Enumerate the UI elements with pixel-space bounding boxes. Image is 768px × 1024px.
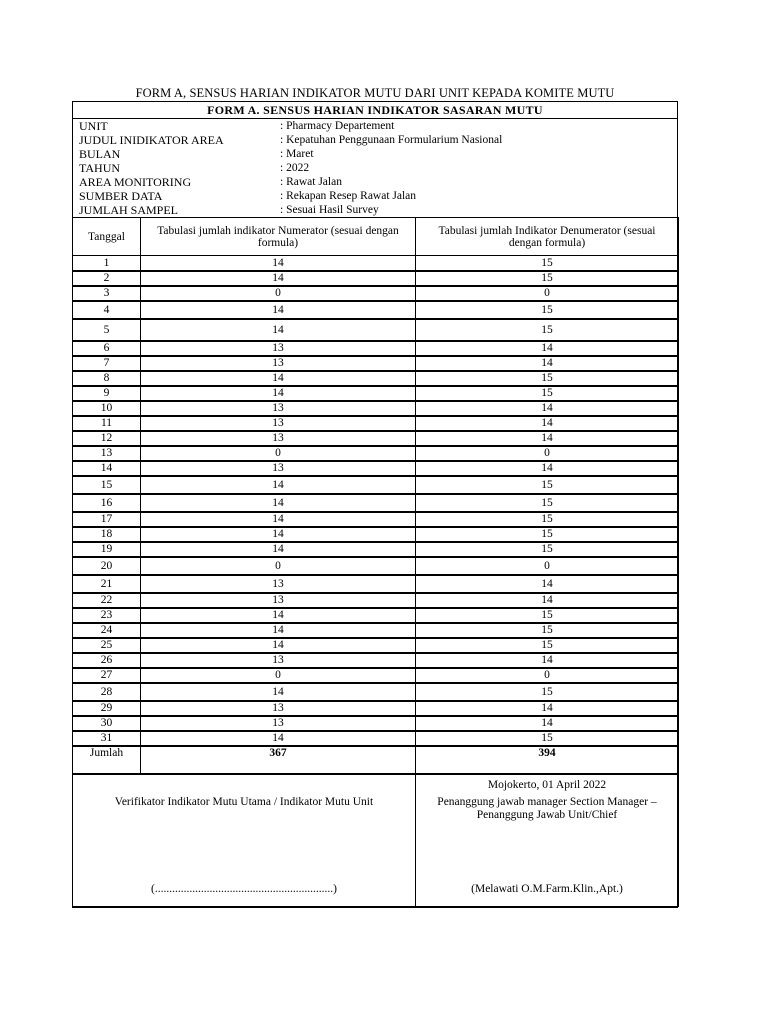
verifier-title: Verifikator Indikator Mutu Utama / Indikator Mutu Unit	[114, 796, 374, 808]
cell-tanggal: 12	[73, 431, 141, 446]
responsible-title: Penanggung jawab manager Section Manager – Penanggung Jawab Unit/Chief	[437, 796, 657, 821]
table-row	[73, 683, 679, 701]
table-header-row	[73, 218, 679, 256]
cell-denominator: 14	[416, 341, 679, 356]
table-row	[73, 461, 679, 476]
cell-tanggal: 1	[73, 256, 141, 271]
cell-denominator: 0	[416, 286, 679, 301]
table-row	[73, 527, 679, 542]
cell-tanggal: 23	[73, 608, 141, 623]
cell-tanggal: 22	[73, 593, 141, 608]
info-row	[79, 189, 677, 203]
info-label: BULAN	[79, 147, 121, 161]
cell-numerator: 14	[141, 683, 416, 701]
cell-tanggal: 24	[73, 623, 141, 638]
cell-tanggal: 21	[73, 575, 141, 593]
total-numerator: 367	[141, 746, 416, 774]
table-row	[73, 476, 679, 494]
cell-numerator: 14	[141, 476, 416, 494]
cell-numerator: 13	[141, 716, 416, 731]
cell-tanggal: 28	[73, 683, 141, 701]
table-row	[73, 638, 679, 653]
cell-denominator: 0	[416, 446, 679, 461]
table-row	[73, 668, 679, 683]
cell-denominator: 14	[416, 461, 679, 476]
cell-denominator: 15	[416, 476, 679, 494]
table-row	[73, 386, 679, 401]
cell-numerator: 13	[141, 461, 416, 476]
info-value: : Kepatuhan Penggunaan Formularium Nasional	[280, 134, 503, 146]
cell-numerator: 14	[141, 731, 416, 746]
cell-numerator: 13	[141, 356, 416, 371]
cell-numerator: 14	[141, 301, 416, 319]
table-row	[73, 301, 679, 319]
signature-date: Mojokerto, 01 April 2022	[487, 779, 607, 791]
table-row	[73, 653, 679, 668]
cell-tanggal: 26	[73, 653, 141, 668]
cell-tanggal: 3	[73, 286, 141, 301]
census-form	[72, 101, 678, 908]
cell-tanggal: 8	[73, 371, 141, 386]
signature-left	[73, 775, 416, 907]
signature-right	[416, 775, 679, 907]
table-row	[73, 494, 679, 512]
table-row	[73, 557, 679, 575]
table-row	[73, 608, 679, 623]
verifier-name: (..............................................................)	[151, 883, 337, 895]
cell-numerator: 14	[141, 623, 416, 638]
cell-tanggal: 15	[73, 476, 141, 494]
responsible-name: (Melawati O.M.Farm.Klin.,Apt.)	[471, 883, 623, 895]
cell-numerator: 13	[141, 416, 416, 431]
cell-numerator: 0	[141, 557, 416, 575]
signature-table	[72, 774, 679, 907]
info-label: TAHUN	[79, 161, 121, 175]
cell-numerator: 14	[141, 542, 416, 557]
cell-denominator: 15	[416, 731, 679, 746]
total-row	[73, 746, 679, 774]
info-row	[79, 175, 677, 189]
cell-tanggal: 4	[73, 301, 141, 319]
info-row	[79, 161, 677, 175]
cell-tanggal: 5	[73, 319, 141, 341]
cell-numerator: 14	[141, 386, 416, 401]
table-row	[73, 731, 679, 746]
cell-tanggal: 11	[73, 416, 141, 431]
info-label: SUMBER DATA	[79, 189, 163, 203]
cell-denominator: 15	[416, 256, 679, 271]
table-row	[73, 371, 679, 386]
cell-numerator: 13	[141, 431, 416, 446]
cell-denominator: 15	[416, 623, 679, 638]
info-row	[79, 133, 677, 147]
form-heading: FORM A. SENSUS HARIAN INDIKATOR SASARAN MUTU	[73, 102, 677, 119]
table-row	[73, 716, 679, 731]
cell-tanggal: 20	[73, 557, 141, 575]
table-row	[73, 401, 679, 416]
cell-denominator: 14	[416, 431, 679, 446]
cell-numerator: 13	[141, 593, 416, 608]
cell-denominator: 14	[416, 716, 679, 731]
total-label: Jumlah	[73, 746, 141, 774]
cell-numerator: 13	[141, 653, 416, 668]
cell-tanggal: 19	[73, 542, 141, 557]
header-numerator: Tabulasi jumlah indikator Numerator (sesuai dengan formula)	[141, 218, 416, 256]
cell-numerator: 14	[141, 371, 416, 386]
cell-denominator: 14	[416, 575, 679, 593]
cell-numerator: 0	[141, 668, 416, 683]
table-row	[73, 542, 679, 557]
table-row	[73, 431, 679, 446]
table-row	[73, 341, 679, 356]
cell-tanggal: 27	[73, 668, 141, 683]
cell-denominator: 14	[416, 416, 679, 431]
cell-numerator: 14	[141, 638, 416, 653]
table-row	[73, 446, 679, 461]
info-row	[79, 119, 677, 133]
info-value: : 2022	[280, 162, 310, 174]
table-row	[73, 575, 679, 593]
cell-denominator: 15	[416, 683, 679, 701]
cell-denominator: 15	[416, 527, 679, 542]
total-denominator: 394	[416, 746, 679, 774]
table-row	[73, 356, 679, 371]
cell-denominator: 15	[416, 512, 679, 527]
cell-denominator: 15	[416, 542, 679, 557]
cell-tanggal: 14	[73, 461, 141, 476]
cell-denominator: 15	[416, 371, 679, 386]
info-value: : Pharmacy Departement	[280, 120, 395, 132]
table-row	[73, 593, 679, 608]
cell-tanggal: 30	[73, 716, 141, 731]
table-row	[73, 701, 679, 716]
info-label: UNIT	[79, 119, 108, 133]
header-denominator: Tabulasi jumlah Indikator Denumerator (sesuai dengan formula)	[416, 218, 679, 256]
cell-numerator: 14	[141, 319, 416, 341]
cell-numerator: 13	[141, 401, 416, 416]
cell-numerator: 14	[141, 256, 416, 271]
table-row	[73, 286, 679, 301]
table-row	[73, 271, 679, 286]
info-value: : Sesuai Hasil Survey	[280, 204, 379, 216]
cell-denominator: 14	[416, 593, 679, 608]
cell-denominator: 15	[416, 608, 679, 623]
cell-numerator: 14	[141, 527, 416, 542]
table-row	[73, 623, 679, 638]
info-value: : Rawat Jalan	[280, 176, 342, 188]
cell-tanggal: 29	[73, 701, 141, 716]
cell-denominator: 14	[416, 401, 679, 416]
cell-tanggal: 16	[73, 494, 141, 512]
cell-tanggal: 18	[73, 527, 141, 542]
cell-tanggal: 25	[73, 638, 141, 653]
cell-numerator: 0	[141, 286, 416, 301]
info-value: : Rekapan Resep Rawat Jalan	[280, 190, 417, 202]
table-row	[73, 512, 679, 527]
cell-numerator: 14	[141, 512, 416, 527]
cell-numerator: 13	[141, 341, 416, 356]
form-info	[73, 119, 677, 217]
census-table	[72, 217, 679, 774]
cell-tanggal: 7	[73, 356, 141, 371]
info-value: : Maret	[280, 148, 314, 160]
cell-denominator: 0	[416, 557, 679, 575]
table-row	[73, 416, 679, 431]
cell-numerator: 14	[141, 494, 416, 512]
cell-tanggal: 6	[73, 341, 141, 356]
cell-tanggal: 17	[73, 512, 141, 527]
cell-numerator: 14	[141, 608, 416, 623]
cell-denominator: 14	[416, 356, 679, 371]
cell-denominator: 14	[416, 653, 679, 668]
info-row	[79, 147, 677, 161]
cell-tanggal: 9	[73, 386, 141, 401]
cell-tanggal: 31	[73, 731, 141, 746]
cell-denominator: 15	[416, 301, 679, 319]
cell-denominator: 15	[416, 271, 679, 286]
info-label: JUMLAH SAMPEL	[79, 203, 179, 217]
cell-denominator: 14	[416, 701, 679, 716]
cell-denominator: 15	[416, 638, 679, 653]
cell-numerator: 14	[141, 271, 416, 286]
cell-tanggal: 2	[73, 271, 141, 286]
cell-denominator: 15	[416, 386, 679, 401]
header-tanggal: Tanggal	[73, 218, 141, 256]
info-row	[79, 203, 677, 217]
cell-denominator: 15	[416, 319, 679, 341]
cell-numerator: 13	[141, 575, 416, 593]
cell-tanggal: 10	[73, 401, 141, 416]
cell-denominator: 15	[416, 494, 679, 512]
info-label: AREA MONITORING	[79, 175, 192, 189]
cell-numerator: 13	[141, 701, 416, 716]
cell-denominator: 0	[416, 668, 679, 683]
cell-tanggal: 13	[73, 446, 141, 461]
page-title: FORM A, SENSUS HARIAN INDIKATOR MUTU DARI UNIT KEPADA KOMITE MUTU	[135, 86, 615, 100]
info-label: JUDUL INIDIKATOR AREA	[79, 133, 224, 147]
cell-numerator: 0	[141, 446, 416, 461]
table-row	[73, 256, 679, 271]
table-row	[73, 319, 679, 341]
